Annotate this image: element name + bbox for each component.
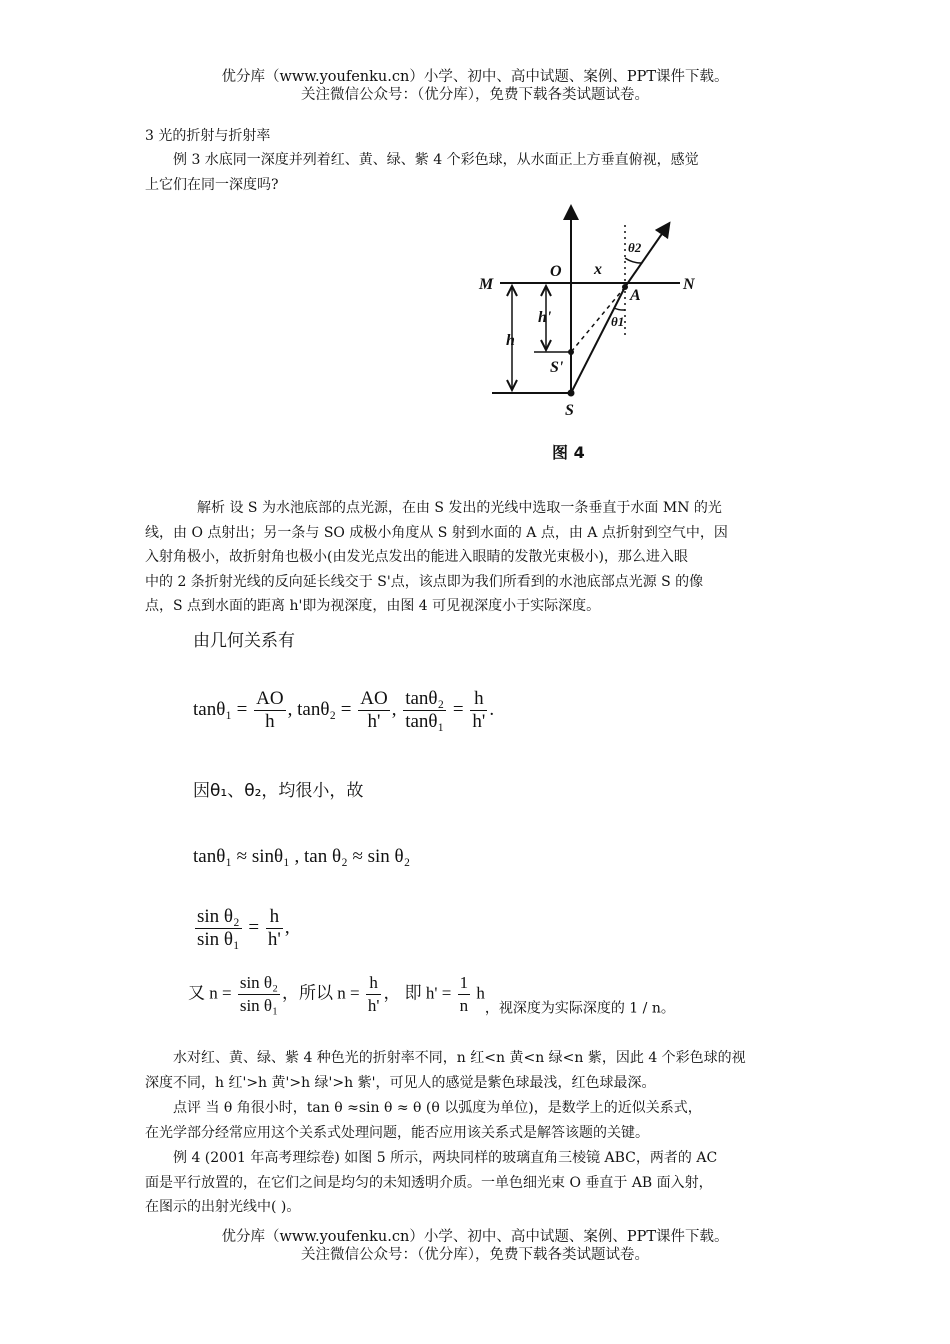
eq4-you: 又 n = bbox=[188, 983, 236, 1003]
equation-tan-sin-approx: tanθ₁ ≈ sinθ₁ , tan θ₂ ≈ sin θ₂ bbox=[193, 846, 411, 867]
eq3-num-sin2: sin θ₂ bbox=[197, 906, 240, 927]
comment-line-1: 点评 当 θ 角很小时，tan θ ≈sin θ ≈ θ (θ 以弧度为单位)，是数学上的近似关系式， bbox=[173, 1100, 702, 1116]
eq4-num-h: h bbox=[366, 972, 382, 995]
geometry-intro: 由几何关系有 bbox=[193, 631, 295, 651]
analysis-line-2: 线，由 O 点射出；另一条与 SO 成极小角度从 S 射到水面的 A 点，由 A 点折射到空气中，因 bbox=[145, 524, 728, 541]
eq1-den-tan1: tanθ₁ bbox=[405, 711, 445, 732]
eq4-den-n: n bbox=[459, 996, 469, 1015]
eq4-den-hp: h' bbox=[367, 996, 380, 1015]
eq4-suoyi: ，所以 n = bbox=[282, 983, 364, 1003]
figure-4-diagram bbox=[470, 200, 720, 470]
eq1-num-tan2: tanθ₂ bbox=[405, 688, 445, 709]
example-4-line-3: 在图示的出射光线中( )。 bbox=[145, 1199, 301, 1215]
colors-line-2: 深度不同，h 红'>h 黄'>h 绿'>h 紫'，可见人的感觉是紫色球最浅，红色球最深。 bbox=[145, 1074, 656, 1091]
eq1-end: . bbox=[489, 698, 495, 720]
label-s: S bbox=[565, 402, 574, 419]
eq3-num-h: h bbox=[266, 906, 283, 929]
section-title: 3 光的折射与折射率 bbox=[145, 128, 271, 144]
comment-paragraph bbox=[145, 1096, 805, 1145]
eq4-num-sin2: sin θ₂ bbox=[238, 972, 280, 995]
incident-ray bbox=[571, 287, 625, 393]
eq1-frac-ao-hp bbox=[358, 688, 389, 733]
eq4-frac-sin bbox=[238, 972, 280, 1017]
because-statement: 因θ₁、θ₂，均很小，故 bbox=[193, 781, 364, 801]
example-4-line-2: 面是平行放置的，在它们之间是均匀的未知透明介质。一单色细光束 O 垂直于 AB 面入射， bbox=[145, 1174, 713, 1191]
header-line-1: 优分库（www.youfenku.cn）小学、初中、高中试题、案例、PPT课件下载。 bbox=[221, 69, 729, 85]
eq1-frac-ao-h bbox=[254, 688, 285, 733]
label-s-prime: S' bbox=[550, 359, 564, 376]
point-a bbox=[622, 284, 628, 290]
page-footer bbox=[0, 1228, 950, 1264]
comment-line-2: 在光学部分经常应用这个关系式处理问题，能否应用该关系式是解答该题的关键。 bbox=[145, 1124, 649, 1141]
point-s bbox=[568, 390, 575, 397]
header-line-2: 关注微信公众号：（优分库），免费下载各类试题试卷。 bbox=[301, 87, 649, 103]
analysis-line-3: 入射角极小，故折射角也极小(由发光点发出的能进入眼睛的发散光束极小)，那么进入眼 bbox=[145, 549, 688, 565]
eq3-den-sin1: sin θ₁ bbox=[197, 929, 240, 950]
eq1-tan2: , tanθ₂ = bbox=[287, 698, 357, 720]
eq4-frac-1-n bbox=[458, 972, 471, 1017]
eq4-frac-h bbox=[366, 972, 382, 1017]
colors-line-1: 水对红、黄、绿、紫 4 种色光的折射率不同，n 红<n 黄<n 绿<n 紫，因此 4 个彩色球的视 bbox=[173, 1050, 746, 1066]
figure-4-caption: 图 4 bbox=[552, 443, 585, 462]
eq1-num-h: h bbox=[470, 688, 487, 711]
theta2-arc bbox=[625, 258, 641, 263]
example-3-line-1: 例 3 水底同一深度并列着红、黄、绿、紫 4 个彩色球，从水面正上方垂直俯视，感觉 bbox=[173, 152, 699, 168]
eq1-equals: = bbox=[448, 698, 469, 720]
colors-paragraph bbox=[145, 1046, 805, 1095]
label-theta2: θ2 bbox=[628, 240, 642, 255]
eq1-den-hp-2: h' bbox=[472, 711, 486, 732]
eq1-num-ao: AO bbox=[256, 688, 284, 709]
label-h-prime: h' bbox=[538, 309, 552, 326]
eq4-tail: ，视深度为实际深度的 1 / n。 bbox=[484, 1000, 675, 1017]
equation-refractive-index bbox=[188, 972, 675, 1017]
example-4-line-1: 例 4 (2001 年高考理综卷) 如图 5 所示，两块同样的玻璃直角三棱镜 ABC，两者的 AC bbox=[173, 1150, 718, 1166]
label-m: M bbox=[479, 276, 494, 293]
analysis-line-5: 点，S 点到水面的距离 h'即为视深度，由图 4 可见视深度小于实际深度。 bbox=[145, 598, 601, 614]
page-header bbox=[0, 68, 950, 104]
label-a: A bbox=[630, 287, 641, 304]
eq1-frac-tan bbox=[403, 688, 446, 733]
eq4-h: h bbox=[472, 983, 485, 1003]
theta1-arc bbox=[614, 308, 625, 310]
example-3-line-2: 上它们在同一深度吗? bbox=[145, 176, 279, 193]
eq4-num-1: 1 bbox=[458, 972, 471, 995]
eq4-ji: ， 即 h' = bbox=[383, 983, 456, 1003]
eq3-frac-h bbox=[266, 906, 283, 951]
analysis-line-1: 解析 设 S 为水池底部的点光源，在由 S 发出的光线中选取一条垂直于水面 MN 的光 bbox=[197, 500, 722, 516]
example-3 bbox=[145, 148, 805, 197]
footer-line-2: 关注微信公众号：（优分库），免费下载各类试题试卷。 bbox=[301, 1247, 649, 1263]
label-h: h bbox=[506, 332, 515, 349]
eq1-den-hp: h' bbox=[367, 711, 381, 732]
label-o: O bbox=[550, 263, 562, 280]
eq3-equals: = bbox=[243, 916, 264, 938]
analysis-line-4: 中的 2 条折射光线的反向延长线交于 S'点，该点即为我们所看到的水池底部点光源 S 的像 bbox=[145, 573, 704, 590]
equation-sin-ratio bbox=[193, 906, 290, 951]
eq3-frac-sin bbox=[195, 906, 242, 951]
point-s-prime bbox=[568, 349, 574, 355]
refracted-ray bbox=[625, 228, 666, 287]
label-n: N bbox=[683, 276, 695, 293]
eq4-den-sin1: sin θ₁ bbox=[239, 996, 279, 1015]
eq3-end: , bbox=[284, 916, 290, 938]
eq1-sep: , bbox=[391, 698, 402, 720]
eq3-den-hp: h' bbox=[267, 929, 281, 950]
eq1-frac-h-hp bbox=[470, 688, 487, 733]
eq1-num-ao-2: AO bbox=[360, 688, 388, 709]
example-4 bbox=[145, 1146, 805, 1220]
analysis-paragraph bbox=[145, 496, 805, 619]
equation-tan-ratios bbox=[193, 688, 494, 733]
label-x: x bbox=[594, 261, 602, 278]
eq1-tan1: tanθ₁ = bbox=[193, 698, 253, 720]
label-theta1: θ1 bbox=[611, 314, 625, 329]
footer-line-1: 优分库（www.youfenku.cn）小学、初中、高中试题、案例、PPT课件下载。 bbox=[221, 1229, 729, 1245]
eq1-den-h: h bbox=[265, 711, 275, 732]
